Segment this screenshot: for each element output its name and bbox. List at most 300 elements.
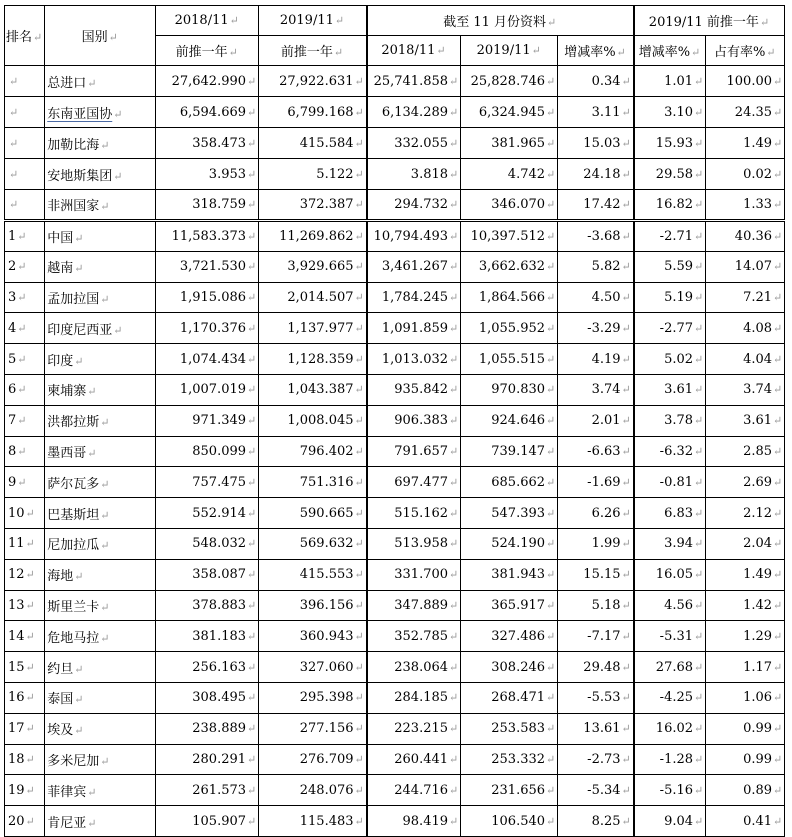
value-share [706,97,785,128]
value-prev-change [634,190,706,221]
value-share-text: 24.35 [734,104,773,120]
paragraph-mark-icon: ↵ [449,537,459,551]
value-2018-prev-year [156,97,259,128]
value-as-of-2019 [461,374,558,405]
paragraph-mark-icon: ↵ [694,598,704,612]
paragraph-mark-icon: ↵ [546,660,556,674]
paragraph-mark-icon: ↵ [621,722,631,736]
value-share-text: 4.08 [743,320,773,336]
paragraph-mark-icon: ↵ [694,105,704,119]
value-prev-change [634,374,706,405]
paragraph-mark-icon: ↵ [113,107,123,121]
value-as-of-2018 [367,682,461,713]
rank-cell [5,128,45,159]
paragraph-mark-icon: ↵ [354,167,364,181]
country-cell-text: 巴基斯坦 [47,507,100,523]
country-cell-text: 柬埔寨 [47,384,87,400]
table-row [5,405,785,436]
country-cell-text: 尼加拉瓜 [47,538,100,554]
value-share [706,374,785,405]
table-row [5,559,785,590]
value-2019-prev-year [259,221,367,252]
value-2019-prev-year-text: 295.398 [299,690,354,706]
value-2018-prev-year-text: 1,074.434 [179,351,247,367]
value-as-of-change-text: 24.18 [583,166,621,182]
paragraph-mark-icon: ↵ [354,506,364,520]
value-as-of-2018-text: 352.785 [394,628,449,644]
value-share [706,806,785,837]
country-cell [45,313,156,344]
paragraph-mark-icon: ↵ [449,74,459,88]
paragraph-mark-icon: ↵ [247,74,257,88]
value-as-of-2019-text: 685.662 [491,474,546,490]
paragraph-mark-icon: ↵ [621,568,631,582]
paragraph-mark-icon: ↵ [247,105,257,119]
rank-cell [5,713,45,744]
value-2019-prev-year [259,282,367,313]
value-share [706,498,785,529]
paragraph-mark-icon: ↵ [694,352,704,366]
rank-cell-text: 13 [8,597,25,613]
paragraph-mark-icon: ↵ [449,660,459,674]
paragraph-mark-icon: ↵ [449,414,459,428]
value-2019-prev-year [259,251,367,282]
rank-cell [5,806,45,837]
value-prev-change [634,682,706,713]
paragraph-mark-icon: ↵ [694,167,704,181]
value-2019-prev-year-text: 327.060 [299,659,354,675]
value-as-of-change-text: -1.69 [587,474,621,490]
value-as-of-2018-text: 294.732 [394,197,449,212]
value-share [706,436,785,467]
country-cell [45,221,156,252]
value-share-text: 1.49 [743,135,773,151]
paragraph-mark-icon: ↵ [354,660,364,674]
value-as-of-2018-text: 935.842 [394,382,449,398]
value-as-of-change [558,128,634,159]
country-cell [45,66,156,97]
paragraph-mark-icon: ↵ [546,383,556,397]
value-2019-prev-year [259,374,367,405]
paragraph-mark-icon: ↵ [546,105,556,119]
value-as-of-2019-text: 1,055.515 [478,351,546,367]
rank-cell-text: 12 [8,567,25,583]
paragraph-mark-icon: ↵ [354,198,364,211]
paragraph-mark-icon: ↵ [449,783,459,797]
paragraph-mark-icon: ↵ [354,352,364,366]
value-share [706,344,785,375]
value-as-of-2018-text: 260.441 [394,751,449,767]
paragraph-mark-icon: ↵ [17,321,27,335]
paragraph-mark-icon: ↵ [621,74,631,88]
paragraph-mark-icon: ↵ [449,598,459,612]
paragraph-mark-icon: ↵ [546,352,556,366]
paragraph-mark-icon: ↵ [17,475,27,489]
paragraph-mark-icon: ↵ [773,506,783,520]
value-prev-change-text: -2.71 [659,228,694,244]
value-2018-prev-year [156,282,259,313]
paragraph-mark-icon: ↵ [74,231,84,245]
value-share-text: 2.69 [743,474,773,490]
value-as-of-2018 [367,344,461,375]
paragraph-mark-icon: ↵ [247,475,257,489]
table-row [5,436,785,467]
value-2018-prev-year-text: 358.473 [192,135,247,151]
paragraph-mark-icon: ↵ [74,662,84,676]
value-as-of-2018-text: 1,013.032 [381,351,449,367]
country-cell [45,128,156,159]
value-as-of-change-text: 5.18 [591,597,621,613]
paragraph-mark-icon: ↵ [546,537,556,551]
rank-cell [5,344,45,375]
paragraph-mark-icon: ↵ [694,506,704,520]
country-cell-text: 总进口 [47,75,87,91]
paragraph-mark-icon: ↵ [621,383,631,397]
value-as-of-2018 [367,775,461,806]
paragraph-mark-icon: ↵ [621,629,631,643]
paragraph-mark-icon: ↵ [546,814,556,828]
value-share [706,621,785,652]
rank-cell [5,159,45,190]
paragraph-mark-icon: ↵ [694,198,704,211]
paragraph-mark-icon: ↵ [354,414,364,428]
paragraph-mark-icon: ↵ [773,629,783,643]
paragraph-mark-icon: ↵ [546,229,556,243]
value-2018-prev-year [156,159,259,190]
paragraph-mark-icon: ↵ [546,198,556,211]
value-2018-prev-year [156,128,259,159]
paragraph-mark-icon: ↵ [773,290,783,304]
value-2019-prev-year-text: 27,922.631 [279,73,354,89]
group-row [5,97,785,128]
value-prev-change [634,467,706,498]
value-2018-prev-year-text: 27,642.990 [171,73,247,89]
value-2018-prev-year-text: 1,915.086 [179,289,247,305]
paragraph-mark-icon: ↵ [621,783,631,797]
paragraph-mark-icon: ↵ [9,136,19,150]
value-prev-change [634,713,706,744]
value-prev-change-text: 9.04 [664,813,694,829]
paragraph-mark-icon: ↵ [247,444,257,458]
value-2018-prev-year-text: 552.914 [192,505,247,521]
value-prev-change [634,559,706,590]
paragraph-mark-icon: ↵ [546,167,556,181]
country-cell [45,498,156,529]
value-as-of-2019 [461,97,558,128]
country-cell [45,713,156,744]
paragraph-mark-icon: ↵ [354,475,364,489]
value-as-of-2018-text: 25,741.858 [373,73,449,89]
value-share-text: 1.06 [743,690,773,706]
paragraph-mark-icon: ↵ [113,169,123,183]
paragraph-mark-icon: ↵ [546,74,556,88]
paragraph-mark-icon: ↵ [694,568,704,582]
value-2019-prev-year [259,467,367,498]
value-as-of-change-text: 15.03 [583,135,621,151]
value-prev-change-text: 29.58 [655,166,694,182]
value-share-text: 0.41 [743,813,773,829]
paragraph-mark-icon: ↵ [694,814,704,828]
value-2019-prev-year-text: 396.156 [299,597,354,613]
value-2019-prev-year-text: 1,128.359 [287,351,354,367]
value-2019-prev-year-text: 5.122 [316,166,354,182]
paragraph-mark-icon: ↵ [247,260,257,274]
paragraph-mark-icon: ↵ [773,752,783,766]
value-prev-change [634,775,706,806]
value-share [706,66,785,97]
value-prev-change [634,436,706,467]
paragraph-mark-icon: ↵ [100,138,110,152]
value-as-of-change [558,775,634,806]
country-cell-text: 萨尔瓦多 [47,476,100,492]
paragraph-mark-icon: ↵ [354,722,364,736]
value-as-of-2019 [461,559,558,590]
value-prev-change-text: 16.82 [655,197,694,212]
value-2018-prev-year [156,682,259,713]
rank-cell-text: 14 [8,628,25,644]
value-as-of-change [558,97,634,128]
paragraph-mark-icon: ↵ [9,198,19,211]
value-prev-change [634,528,706,559]
value-2019-prev-year-text: 276.709 [299,751,354,767]
table-row [5,313,785,344]
paragraph-mark-icon: ↵ [449,444,459,458]
paragraph-mark-icon: ↵ [247,290,257,304]
paragraph-mark-icon: ↵ [74,262,84,276]
value-as-of-2018 [367,159,461,190]
value-as-of-change [558,498,634,529]
paragraph-mark-icon: ↵ [449,568,459,582]
paragraph-mark-icon: ↵ [25,752,35,766]
value-prev-change-text: -2.77 [659,320,694,336]
paragraph-mark-icon: ↵ [17,352,27,366]
value-as-of-change-text: -5.53 [587,690,621,706]
value-prev-change [634,221,706,252]
value-2019-prev-year-text: 569.632 [299,536,354,552]
value-prev-change-text: 1.01 [664,73,694,89]
value-share [706,159,785,190]
value-as-of-2018 [367,498,461,529]
value-as-of-change [558,713,634,744]
paragraph-mark-icon: ↵ [621,414,631,428]
value-as-of-2018-text: 697.477 [394,474,449,490]
header-as-of-group: 截至 11 月份资料↵ [367,6,634,36]
value-as-of-2019 [461,806,558,837]
value-as-of-change-text: 4.50 [591,289,621,305]
value-as-of-2019 [461,436,558,467]
rank-cell-text: 11 [8,536,25,552]
value-as-of-2018-text: 1,784.245 [381,289,449,305]
value-share [706,775,785,806]
table-row [5,590,785,621]
paragraph-mark-icon: ↵ [113,323,123,337]
value-share [706,282,785,313]
country-cell [45,405,156,436]
country-cell [45,775,156,806]
paragraph-mark-icon: ↵ [621,537,631,551]
value-as-of-change-text: 3.74 [591,382,621,398]
paragraph-mark-icon: ↵ [354,105,364,119]
value-share [706,251,785,282]
country-cell [45,282,156,313]
paragraph-mark-icon: ↵ [354,568,364,582]
value-as-of-2019 [461,128,558,159]
country-cell-text: 埃及 [47,723,74,739]
value-as-of-2018-text: 513.958 [394,536,449,552]
value-as-of-change [558,405,634,436]
rank-cell [5,498,45,529]
rank-cell [5,66,45,97]
value-prev-change [634,498,706,529]
paragraph-mark-icon: ↵ [546,691,556,705]
value-as-of-change [558,282,634,313]
paragraph-mark-icon: ↵ [100,754,110,768]
value-2019-prev-year [259,806,367,837]
value-as-of-2018 [367,282,461,313]
value-as-of-2019-text: 3,662.632 [478,259,546,275]
value-share-text: 14.07 [734,259,773,275]
paragraph-mark-icon: ↵ [546,290,556,304]
rank-cell-text: 8 [8,443,17,459]
header-prev-change: 增减率%↵ [634,36,706,66]
paragraph-mark-icon: ↵ [247,537,257,551]
value-as-of-change [558,621,634,652]
value-2018-prev-year-text: 548.032 [192,536,247,552]
value-as-of-change-text: 4.19 [591,351,621,367]
country-cell-text: 孟加拉国 [47,291,100,307]
country-cell-text: 印度 [47,353,74,369]
value-as-of-change-text: 1.99 [591,536,621,552]
value-as-of-change [558,66,634,97]
value-prev-change-text: 5.02 [664,351,694,367]
group-row [5,66,785,97]
paragraph-mark-icon: ↵ [773,537,783,551]
value-2019-prev-year-text: 1,137.977 [287,320,354,336]
value-as-of-2019 [461,190,558,221]
value-as-of-change-text: 17.42 [583,197,621,212]
value-prev-change [634,313,706,344]
rank-cell-text: 1 [8,228,17,244]
value-share-text: 0.99 [743,721,773,737]
value-2019-prev-year-text: 590.665 [299,505,354,521]
value-as-of-2018-text: 3.818 [410,166,449,182]
value-as-of-change-text: 3.11 [591,104,621,120]
paragraph-mark-icon: ↵ [100,631,110,645]
country-cell-text: 印度尼西亚 [47,322,113,338]
value-as-of-2019 [461,775,558,806]
rank-cell [5,652,45,683]
table-row [5,528,785,559]
paragraph-mark-icon: ↵ [100,292,110,306]
paragraph-mark-icon: ↵ [694,321,704,335]
paragraph-mark-icon: ↵ [25,506,35,520]
value-2018-prev-year [156,190,259,221]
value-as-of-2018-text: 906.383 [394,413,449,429]
value-share-text: 2.12 [743,505,773,521]
value-2019-prev-year-text: 277.156 [299,721,354,737]
paragraph-mark-icon: ↵ [621,198,631,211]
paragraph-mark-icon: ↵ [546,752,556,766]
value-as-of-2018-text: 3,461.267 [381,259,449,275]
value-share-text: 1.49 [743,567,773,583]
value-as-of-2018 [367,313,461,344]
paragraph-mark-icon: ↵ [773,722,783,736]
value-2019-prev-year-text: 3,929.665 [287,259,354,275]
paragraph-mark-icon: ↵ [449,136,459,150]
paragraph-mark-icon: ↵ [247,752,257,766]
paragraph-mark-icon: ↵ [546,506,556,520]
paragraph-mark-icon: ↵ [546,260,556,274]
paragraph-mark-icon: ↵ [247,660,257,674]
paragraph-mark-icon: ↵ [247,722,257,736]
paragraph-mark-icon: ↵ [354,229,364,243]
value-as-of-2019-text: 970.830 [491,382,546,398]
paragraph-mark-icon: ↵ [449,290,459,304]
rank-cell [5,559,45,590]
value-as-of-change [558,467,634,498]
value-2018-prev-year-text: 358.087 [192,567,247,583]
value-2018-prev-year [156,467,259,498]
paragraph-mark-icon: ↵ [17,383,27,397]
country-cell-text: 危地马拉 [47,630,100,646]
paragraph-mark-icon: ↵ [25,660,35,674]
value-2018-prev-year [156,713,259,744]
country-cell-text: 海地 [47,569,74,585]
value-2018-prev-year-text: 3,721.530 [179,259,247,275]
header-2018-prev-year: 2018/11↵ [156,6,259,36]
country-cell-text: 中国 [47,230,74,246]
value-share-text: 2.85 [743,443,773,459]
rank-cell-text: 19 [8,782,25,798]
paragraph-mark-icon: ↵ [100,600,110,614]
value-2019-prev-year [259,498,367,529]
paragraph-mark-icon: ↵ [100,539,110,553]
paragraph-mark-icon: ↵ [354,290,364,304]
value-as-of-change-text: 8.25 [591,813,621,829]
value-share-text: 4.04 [743,351,773,367]
value-as-of-2019 [461,221,558,252]
value-as-of-2018 [367,66,461,97]
value-as-of-2018 [367,128,461,159]
value-share [706,744,785,775]
paragraph-mark-icon: ↵ [247,568,257,582]
value-as-of-change [558,221,634,252]
value-2018-prev-year-text: 381.183 [192,628,247,644]
value-2018-prev-year [156,313,259,344]
paragraph-mark-icon: ↵ [546,598,556,612]
value-as-of-2018 [367,528,461,559]
value-as-of-2019 [461,467,558,498]
value-as-of-2018 [367,806,461,837]
paragraph-mark-icon: ↵ [25,537,35,551]
paragraph-mark-icon: ↵ [354,321,364,335]
value-share-text: 1.29 [743,628,773,644]
value-prev-change-text: 16.05 [655,567,694,583]
value-2019-prev-year-text: 1,043.387 [287,382,354,398]
paragraph-mark-icon: ↵ [74,570,84,584]
table-row [5,621,785,652]
value-prev-change-text: 16.02 [655,721,694,737]
value-2019-prev-year-text: 6,799.168 [287,104,354,120]
value-as-of-change-text: 13.61 [583,721,621,737]
value-as-of-change [558,590,634,621]
paragraph-mark-icon: ↵ [773,814,783,828]
value-as-of-2018 [367,374,461,405]
value-share [706,713,785,744]
paragraph-mark-icon: ↵ [621,444,631,458]
value-as-of-2019 [461,652,558,683]
value-as-of-change [558,374,634,405]
